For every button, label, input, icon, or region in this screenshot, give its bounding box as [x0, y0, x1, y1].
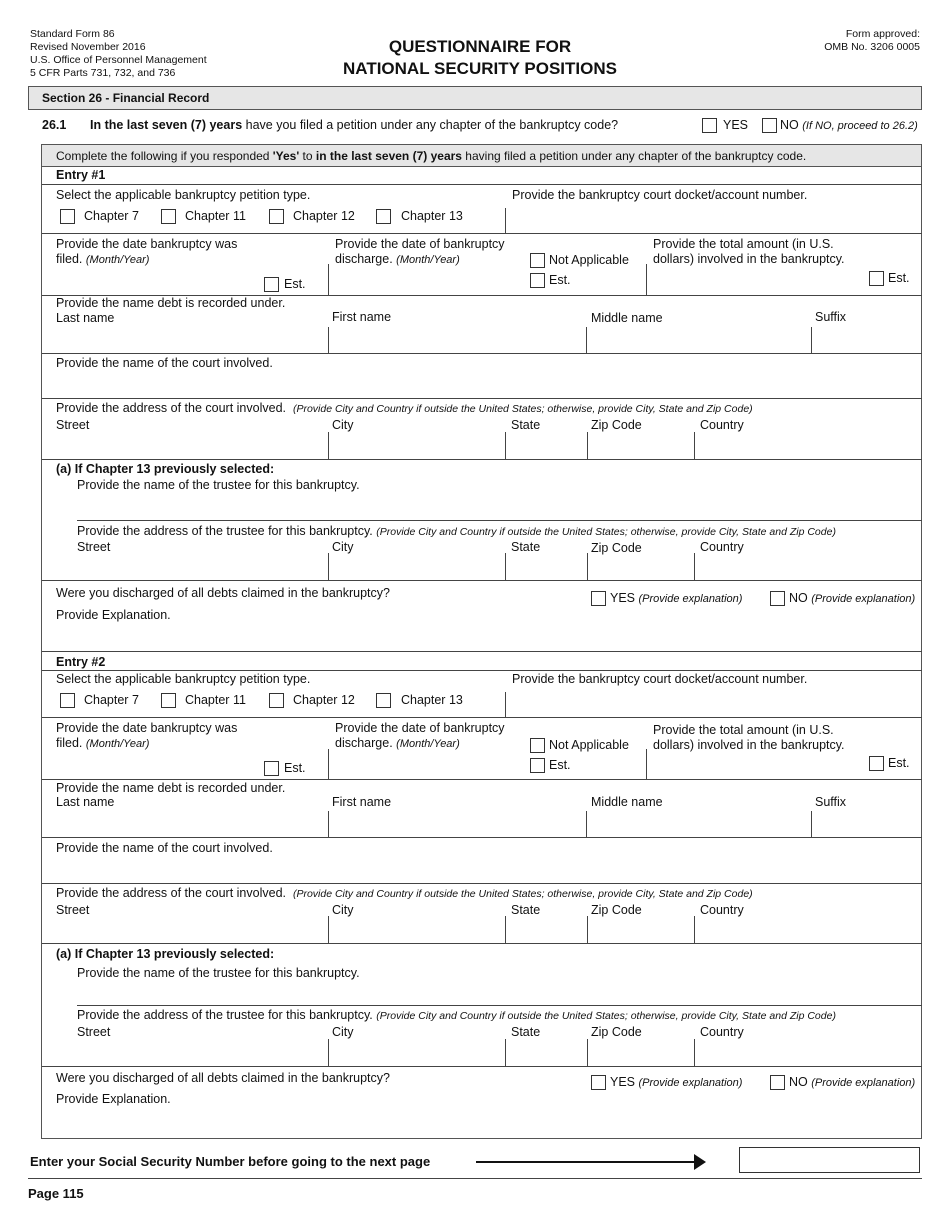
divider — [811, 811, 812, 838]
divider — [328, 432, 329, 460]
divider — [586, 811, 587, 838]
no-text: NO — [789, 1075, 808, 1089]
state-label: State — [511, 540, 541, 554]
divider — [505, 208, 506, 234]
court-address-label — [56, 401, 753, 415]
divider — [28, 1178, 922, 1179]
est-label: Est. — [888, 271, 910, 285]
state-label: State — [511, 903, 541, 917]
chapter13-heading: (a) If Chapter 13 previously selected: — [56, 947, 275, 961]
chapter13-heading: (a) If Chapter 13 previously selected: — [56, 462, 275, 476]
not-applicable-checkbox[interactable] — [530, 738, 545, 753]
yes-label: YES — [723, 118, 749, 132]
middle-name-label: Middle name — [591, 795, 663, 809]
question-text — [90, 118, 618, 132]
street-label: Street — [56, 418, 90, 432]
petition-type-label: Select the applicable bankruptcy petition type. — [56, 672, 311, 686]
omb-block — [824, 28, 920, 54]
not-applicable-label: Not Applicable — [549, 253, 629, 267]
divider — [328, 811, 329, 838]
divider — [505, 1039, 506, 1067]
ssn-prompt: Enter your Social Security Number before going to the next page — [30, 1154, 431, 1169]
discharge-est-checkbox[interactable] — [530, 758, 545, 773]
zip-label: Zip Code — [591, 418, 642, 432]
country-label: Country — [700, 418, 744, 432]
divider — [42, 184, 922, 185]
chapter-12-checkbox[interactable] — [269, 209, 284, 224]
name-debt-label: Provide the name debt is recorded under. — [56, 781, 286, 795]
ssn-input[interactable] — [739, 1147, 920, 1173]
date-filed-note: (Month/Year) — [85, 254, 150, 266]
explanation-note: (Provide explanation) — [811, 593, 916, 605]
amount-label: Provide the total amount (in U.S. — [653, 237, 834, 251]
divider — [328, 916, 329, 944]
divider — [42, 943, 922, 944]
discharged-yes-label — [610, 591, 742, 605]
court-address-text: Provide the address of the court involved. — [56, 886, 286, 900]
divider — [42, 353, 922, 354]
divider — [42, 670, 922, 671]
form-title — [250, 36, 710, 80]
arrow-right-icon — [694, 1154, 706, 1170]
divider — [42, 398, 922, 399]
explanation-input[interactable] — [56, 1108, 916, 1136]
divider — [328, 749, 329, 780]
divider — [42, 459, 922, 460]
divider — [42, 779, 922, 780]
instruction-emphasis: 'Yes' — [272, 149, 300, 163]
discharge-est-checkbox[interactable] — [530, 273, 545, 288]
est-label: Est. — [549, 273, 571, 287]
discharged-yes-checkbox[interactable] — [591, 1075, 606, 1090]
docket-input[interactable] — [507, 692, 921, 717]
explanation-note: (Provide explanation) — [811, 1077, 916, 1089]
trustee-address-label — [77, 524, 836, 538]
docket-label: Provide the bankruptcy court docket/account number. — [512, 188, 808, 202]
discharged-no-checkbox[interactable] — [770, 1075, 785, 1090]
divider — [694, 553, 695, 581]
date-filed-note: (Month/Year) — [85, 738, 150, 750]
chapter-13-checkbox[interactable] — [376, 209, 391, 224]
instruction-text: to — [299, 149, 316, 163]
address-note: (Provide City and Country if outside the United States; otherwise, provide City, State and Zip Code) — [292, 888, 753, 900]
date-filed-label — [56, 252, 149, 266]
country-label: Country — [700, 540, 744, 554]
divider — [694, 1039, 695, 1067]
no-note: (If NO, proceed to 26.2) — [802, 120, 918, 132]
date-filed-label — [56, 736, 149, 750]
divider — [42, 1066, 922, 1067]
court-name-input[interactable] — [56, 857, 916, 881]
discharge-date-label: Provide the date of bankruptcy — [335, 237, 505, 251]
amount-est-checkbox[interactable] — [869, 271, 884, 286]
divider — [587, 916, 588, 944]
street-label: Street — [56, 903, 90, 917]
discharge-note: (Month/Year) — [396, 254, 460, 266]
no-checkbox[interactable] — [762, 118, 777, 133]
divider — [42, 651, 922, 652]
address-note: (Provide City and Country if outside the United States; otherwise, provide City, State and Zip Code) — [376, 526, 836, 538]
not-applicable-checkbox[interactable] — [530, 253, 545, 268]
divider — [694, 916, 695, 944]
form-id-line: Standard Form 86 — [30, 28, 115, 40]
explanation-note: (Provide explanation) — [638, 1077, 743, 1089]
state-label: State — [511, 1025, 541, 1039]
chapter-11-checkbox[interactable] — [161, 209, 176, 224]
yes-text: YES — [610, 1075, 636, 1089]
trustee-name-label: Provide the name of the trustee for this bankruptcy. — [77, 966, 360, 980]
chapter-7-label: Chapter 7 — [84, 693, 139, 707]
state-label: State — [511, 418, 541, 432]
date-filed-est-checkbox[interactable] — [264, 761, 279, 776]
docket-label: Provide the bankruptcy court docket/account number. — [512, 672, 808, 686]
divider — [505, 553, 506, 581]
est-label: Est. — [888, 756, 910, 770]
city-label: City — [332, 540, 354, 554]
discharged-yes-label — [610, 1075, 742, 1089]
last-name-label: Last name — [56, 311, 115, 325]
page-number: Page 115 — [28, 1186, 84, 1201]
divider — [587, 1039, 588, 1067]
discharged-no-checkbox[interactable] — [770, 591, 785, 606]
divider — [42, 883, 922, 884]
discharge-note: (Month/Year) — [396, 738, 460, 750]
form-id-line: 5 CFR Parts 731, 732, and 736 — [30, 67, 176, 79]
divider — [77, 1005, 922, 1006]
explanation-label: Provide Explanation. — [56, 608, 171, 622]
chapter-11-checkbox[interactable] — [161, 693, 176, 708]
court-name-label: Provide the name of the court involved. — [56, 841, 273, 855]
question-rest: have you filed a petition under any chapter of the bankruptcy code? — [242, 118, 619, 132]
est-label: Est. — [549, 758, 571, 772]
discharged-yes-checkbox[interactable] — [591, 591, 606, 606]
discharge-date-label: Provide the date of bankruptcy — [335, 721, 505, 735]
question-number: 26.1 — [42, 118, 67, 132]
chapter-13-label: Chapter 13 — [401, 693, 463, 707]
first-name-label: First name — [332, 795, 392, 809]
chapter-11-label: Chapter 11 — [185, 693, 246, 707]
chapter-7-checkbox[interactable] — [60, 693, 75, 708]
middle-name-label: Middle name — [591, 311, 663, 325]
city-label: City — [332, 903, 354, 917]
entry-title: Entry #2 — [56, 655, 106, 669]
chapter-13-label: Chapter 13 — [401, 209, 463, 223]
discharge-date-label — [335, 252, 460, 266]
no-label — [780, 118, 918, 132]
no-text: NO — [789, 591, 808, 605]
not-applicable-label: Not Applicable — [549, 738, 629, 752]
instruction-bar — [42, 145, 921, 167]
yes-text: YES — [610, 591, 636, 605]
discharged-no-label — [789, 1075, 915, 1089]
arrow-line — [476, 1161, 698, 1163]
zip-label: Zip Code — [591, 1025, 642, 1039]
form-title-line: NATIONAL SECURITY POSITIONS — [343, 59, 617, 78]
est-label: Est. — [284, 277, 306, 291]
divider — [328, 553, 329, 581]
trustee-address-text: Provide the address of the trustee for this bankruptcy. — [77, 524, 373, 538]
form-id-line: Revised November 2016 — [30, 41, 146, 53]
amount-label: dollars) involved in the bankruptcy. — [653, 252, 845, 266]
divider — [42, 580, 922, 581]
date-filed-label: Provide the date bankruptcy was — [56, 237, 238, 251]
divider — [646, 264, 647, 296]
docket-input[interactable] — [507, 208, 921, 233]
address-note: (Provide City and Country if outside the United States; otherwise, provide City, State and Zip Code) — [292, 403, 753, 415]
chapter-12-label: Chapter 12 — [293, 209, 355, 223]
street-label: Street — [77, 540, 111, 554]
date-filed-text: filed. — [56, 252, 83, 266]
divider — [505, 692, 506, 718]
zip-label: Zip Code — [591, 903, 642, 917]
explanation-note: (Provide explanation) — [638, 593, 743, 605]
divider — [586, 327, 587, 354]
explanation-label: Provide Explanation. — [56, 1092, 171, 1106]
form-title-line: QUESTIONNAIRE FOR — [388, 37, 572, 56]
section-title-bar: Section 26 - Financial Record — [28, 86, 922, 110]
discharged-question: Were you discharged of all debts claimed in the bankruptcy? — [56, 586, 390, 600]
discharge-date-label — [335, 736, 460, 750]
divider — [42, 837, 922, 838]
divider — [328, 1039, 329, 1067]
no-text: NO — [780, 118, 799, 132]
zip-label: Zip Code — [591, 541, 642, 555]
city-label: City — [332, 418, 354, 432]
trustee-address-label — [77, 1008, 836, 1022]
street-label: Street — [77, 1025, 111, 1039]
instruction-text: Complete the following if you responded — [56, 149, 273, 163]
discharge-text: discharge. — [335, 252, 393, 266]
date-filed-label: Provide the date bankruptcy was — [56, 721, 238, 735]
divider — [505, 916, 506, 944]
amount-label: Provide the total amount (in U.S. — [653, 723, 834, 737]
court-name-label: Provide the name of the court involved. — [56, 356, 273, 370]
chapter-13-checkbox[interactable] — [376, 693, 391, 708]
chapter-12-checkbox[interactable] — [269, 693, 284, 708]
form-approved-label: Form approved: — [845, 28, 920, 40]
date-filed-text: filed. — [56, 736, 83, 750]
divider — [587, 553, 588, 581]
trustee-address-text: Provide the address of the trustee for this bankruptcy. — [77, 1008, 373, 1022]
est-label: Est. — [284, 761, 306, 775]
suffix-label: Suffix — [815, 310, 847, 324]
city-label: City — [332, 1025, 354, 1039]
first-name-label: First name — [332, 310, 392, 324]
divider — [646, 749, 647, 780]
chapter-7-label: Chapter 7 — [84, 209, 139, 223]
divider — [328, 264, 329, 296]
discharged-no-label — [789, 591, 915, 605]
petition-type-label: Select the applicable bankruptcy petition type. — [56, 188, 311, 202]
address-note: (Provide City and Country if outside the United States; otherwise, provide City, State and Zip Code) — [376, 1010, 836, 1022]
omb-number: OMB No. 3206 0005 — [824, 41, 920, 53]
explanation-input[interactable] — [56, 624, 916, 648]
chapter-7-checkbox[interactable] — [60, 209, 75, 224]
name-debt-label: Provide the name debt is recorded under. — [56, 296, 286, 310]
question-emphasis: In the last seven (7) years — [90, 118, 243, 132]
entry-title: Entry #1 — [56, 168, 106, 182]
form-id-block — [30, 28, 207, 80]
instruction-emphasis: in the last seven (7) years — [315, 149, 462, 163]
form-id-line: U.S. Office of Personnel Management — [30, 54, 207, 66]
country-label: Country — [700, 1025, 744, 1039]
court-name-input[interactable] — [56, 372, 916, 396]
divider — [77, 520, 922, 521]
divider — [505, 432, 506, 460]
date-filed-est-checkbox[interactable] — [264, 277, 279, 292]
divider — [42, 717, 922, 718]
court-address-text: Provide the address of the court involved. — [56, 401, 286, 415]
divider — [587, 432, 588, 460]
divider — [811, 327, 812, 354]
yes-checkbox[interactable] — [702, 118, 717, 133]
discharged-question: Were you discharged of all debts claimed in the bankruptcy? — [56, 1071, 390, 1085]
divider — [328, 327, 329, 354]
instruction-text: having filed a petition under any chapter of the bankruptcy code. — [461, 149, 807, 163]
amount-est-checkbox[interactable] — [869, 756, 884, 771]
amount-label: dollars) involved in the bankruptcy. — [653, 738, 845, 752]
country-label: Country — [700, 903, 744, 917]
chapter-11-label: Chapter 11 — [185, 209, 246, 223]
trustee-name-label: Provide the name of the trustee for this bankruptcy. — [77, 478, 360, 492]
divider — [694, 432, 695, 460]
suffix-label: Suffix — [815, 795, 847, 809]
last-name-label: Last name — [56, 795, 115, 809]
chapter-12-label: Chapter 12 — [293, 693, 355, 707]
court-address-label — [56, 886, 753, 900]
divider — [42, 233, 922, 234]
discharge-text: discharge. — [335, 736, 393, 750]
